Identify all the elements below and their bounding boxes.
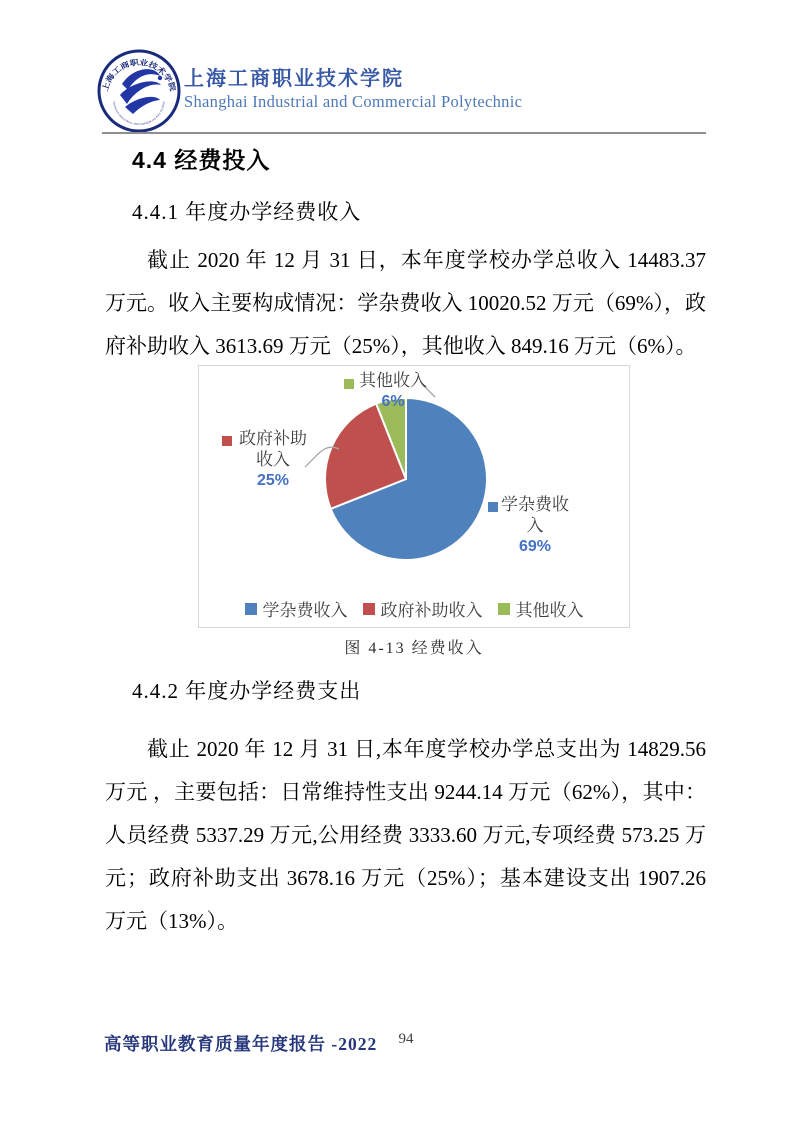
figure-caption: 图 4-13 经费收入 [344,640,484,657]
other-label-pct: 6% [381,393,405,410]
section-heading-4-4-1: 4.4.1 年度办学经费收入 [132,200,362,224]
legend-swatch-other [498,603,510,615]
pie-slices [325,398,487,560]
header-divider [102,132,706,134]
legend-swatch-tuition [245,603,257,615]
legend-item-other [498,596,584,621]
tuition-label-text: 学杂费收入 [501,495,569,535]
logo-ring-text-en: SHANGHAI INDUSTRIAL AND COMMERCIAL POLYTECHNIC [112,101,166,127]
legend-label-tuition: 学杂费收入 [262,601,348,620]
section-heading-4-4: 4.4 经费投入 [132,147,271,173]
school-logo [97,49,181,133]
school-name-en: Shanghai Industrial and Commercial Polytechnic [184,92,523,111]
tuition-label-marker [488,502,498,512]
legend-label-other: 其他收入 [515,601,584,620]
pie-legend [199,596,629,621]
section-heading-4-4-2: 4.4.2 年度办学经费支出 [132,679,362,703]
expense-paragraph: 截止 2020 年 12 月 31 日,本年度学校办学总支出为 14829.56 万元 ，主要包括：日常维持性支出 9244.14 万元（62%），其中：人员经费 5337.29 万元,公用经费 3333.60 万元,专项经费 573.25 万元；政府补助支出 3678.16 万元（25%）；基本建设支出 1907.26 万元（13%）。 [105,737,706,933]
logo-outer-ring [99,51,179,131]
legend-item-gov [363,596,483,621]
income-pie-chart [198,365,630,628]
legend-swatch-gov [363,603,375,615]
footer-report-title: 高等职业教育质量年度报告 -2022 [104,1034,378,1054]
other-label-text: 其他收入 [359,371,427,390]
income-paragraph: 截止 2020 年 12 月 31 日，本年度学校办学总收入 14483.37 万元。收入主要构成情况：学杂费收入 10020.52 万元（69%），政府补助收入 3613.69 万元（25%），其他收入 849.16 万元（6%）。 [105,248,706,358]
logo-ring-text-zh: 上海工商职业技术学院 [100,57,178,93]
gov-label-text: 政府补助收入 [239,429,307,469]
legend-label-gov: 政府补助收入 [380,601,483,620]
pie-label-other [356,370,430,412]
gov-label-marker [222,436,232,446]
gov-label-pct: 25% [256,472,290,489]
legend-item-tuition [245,596,348,621]
pie-label-gov [235,428,311,491]
school-name-zh: 上海工商职业技术学院 [184,68,404,90]
page-number: 94 [398,1031,414,1047]
pie-label-tuition [499,494,571,557]
tuition-label-pct: 69% [518,538,552,555]
other-label-marker [344,379,354,389]
